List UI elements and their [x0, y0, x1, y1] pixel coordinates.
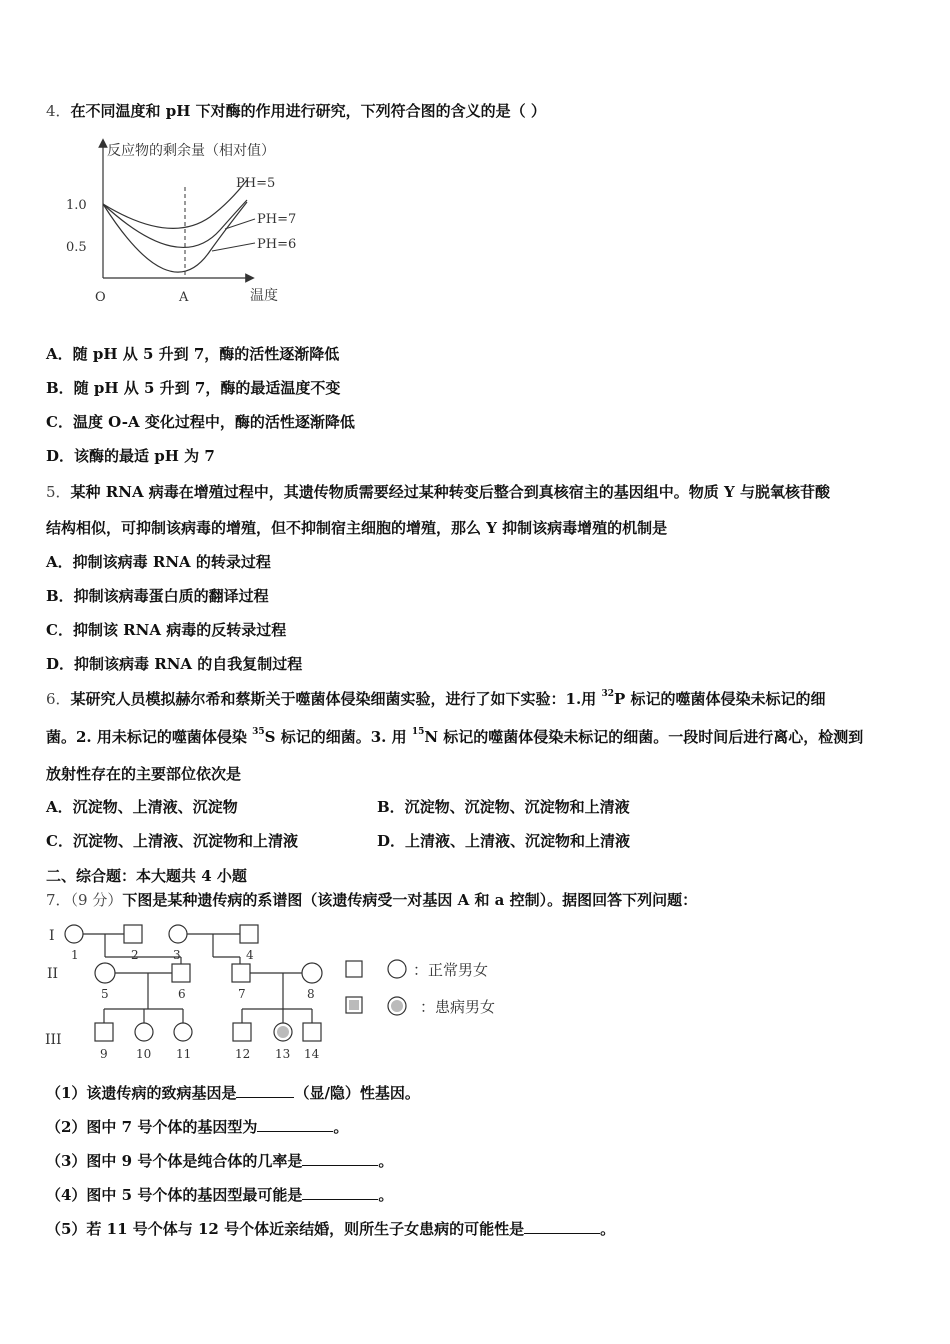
legend-ph5: PH=5: [236, 176, 276, 191]
y-tick-1: 1.0: [66, 198, 87, 213]
q4-stem-text: 在不同温度和 pH 下对酶的作用进行研究，下列符合图的含义的是（ ）: [70, 102, 546, 120]
q6-stem-line2: [46, 727, 863, 747]
ped-9: [95, 1023, 113, 1041]
q6-text-2c: N 标记的噬菌体侵染未标记的细菌。一段时间后进行离心，检测到: [424, 728, 864, 746]
ped-num-8: 8: [307, 987, 315, 1001]
q7-sub-1-post: （显/隐）性基因。: [294, 1084, 420, 1102]
gen-label-1: I: [49, 928, 55, 944]
legend-ph6: PH=6: [257, 237, 297, 252]
q7-sub-2-pre: （2）图中 7 号个体的基因型为: [46, 1118, 258, 1136]
q7-sub-5-pre: （5）若 11 号个体与 12 号个体近亲结婚，则所生子女患病的可能性是: [46, 1220, 525, 1238]
legend-affected-label: ：患病男女: [420, 998, 496, 1016]
q7-sub-5-post: 。: [600, 1220, 616, 1238]
legend-affected-female-inner: [391, 1000, 403, 1012]
ped-num-6: 6: [178, 987, 186, 1001]
q7-stem-text: 下图是某种遗传病的系谱图（该遗传病受一对基因 A 和 a 控制）。据图回答下列问题：: [122, 891, 698, 909]
q5-stem-text1: 某种 RNA 病毒在增殖过程中，其遗传物质需要经过某种转变后整合到真核宿主的基因组中。物质 Y 与脱氧核苷酸: [70, 483, 830, 501]
q4-stem: [46, 101, 546, 121]
ped-num-1: 1: [71, 948, 79, 962]
ped-num-13: 13: [275, 1047, 291, 1061]
ped-num-7: 7: [238, 987, 246, 1001]
q7-sub-1-blank[interactable]: [236, 1083, 294, 1098]
pointer-ph6: [212, 243, 255, 251]
q6-option-a: A．沉淀物、上清液、沉淀物: [46, 798, 238, 816]
q7-sub-2-post: 。: [333, 1118, 349, 1136]
ped-2: [124, 925, 142, 943]
ped-num-10: 10: [136, 1047, 152, 1061]
ped-6: [172, 964, 190, 982]
q7-sub-4-pre: （4）图中 5 号个体的基因型最可能是: [46, 1186, 303, 1204]
q5-option-c: C．抑制该 RNA 病毒的反转录过程: [46, 621, 287, 639]
legend-normal-male: [346, 961, 362, 977]
ped-5: [95, 963, 115, 983]
ped-num-3: 3: [173, 948, 181, 962]
q5-option-b: B．抑制该病毒蛋白质的翻译过程: [46, 587, 269, 605]
ped-4: [240, 925, 258, 943]
q6-sup-15: 15: [411, 727, 425, 737]
q6-sup-32: 32: [601, 689, 614, 699]
q6-text-2b: S 标记的细菌。3. 用: [264, 728, 412, 746]
y-axis-label: 反应物的剩余量（相对值）: [107, 143, 275, 159]
q4-number: 4．: [46, 102, 71, 120]
legend-normal-label: ：正常男女: [413, 961, 489, 979]
curve-ph5: [103, 180, 247, 228]
q6-option-c: C．沉淀物、上清液、沉淀物和上清液: [46, 832, 298, 850]
q5-option-d: D．抑制该病毒 RNA 的自我复制过程: [46, 655, 303, 673]
q7-sub-4: [46, 1185, 393, 1205]
ped-3: [169, 925, 187, 943]
q6-option-b: B．沉淀物、沉淀物、沉淀物和上清液: [377, 798, 630, 816]
q7-sub-3-blank[interactable]: [302, 1151, 378, 1166]
q6-text-1b: P 标记的噬菌体侵染未标记的细: [613, 690, 826, 708]
q7-sub-3: [46, 1151, 393, 1171]
q4-option-d: D．该酶的最适 pH 为 7: [46, 447, 215, 465]
q4-option-b: B．随 pH 从 5 升到 7，酶的最适温度不变: [46, 379, 341, 397]
legend-ph7: PH=7: [257, 212, 297, 227]
ped-11: [174, 1023, 192, 1041]
ped-num-14: 14: [304, 1047, 320, 1061]
q5-option-a: A．抑制该病毒 RNA 的转录过程: [46, 553, 271, 571]
ped-num-11: 11: [176, 1047, 192, 1061]
x-axis-label: 温度: [250, 288, 278, 304]
ped-13-inner: [277, 1026, 289, 1038]
q6-stem-line3: 放射性存在的主要部位依次是: [46, 765, 242, 783]
q7-number: 7．: [46, 891, 71, 909]
ped-10: [135, 1023, 153, 1041]
q5-stem-line1: [46, 482, 830, 502]
q7-sub-5-blank[interactable]: [524, 1219, 600, 1234]
y-tick-05: 0.5: [66, 240, 87, 255]
origin-label: O: [95, 290, 106, 305]
ped-num-4: 4: [246, 948, 254, 962]
q7-sub-1-pre: （1）该遗传病的致病基因是: [46, 1084, 237, 1102]
q7-sub-4-post: 。: [378, 1186, 394, 1204]
q7-sub-2: [46, 1117, 348, 1137]
ped-14: [303, 1023, 321, 1041]
q7-stem: [46, 890, 697, 910]
curve-ph6: [103, 202, 247, 272]
q6-number: 6．: [46, 690, 71, 708]
gen-label-2: II: [47, 966, 59, 982]
ped-num-2: 2: [131, 948, 139, 962]
q7-sub-3-pre: （3）图中 9 号个体是纯合体的几率是: [46, 1152, 303, 1170]
ped-num-5: 5: [101, 987, 109, 1001]
q7-sub-4-blank[interactable]: [302, 1185, 378, 1200]
x-tick-a: A: [179, 290, 189, 305]
ped-num-9: 9: [100, 1047, 108, 1061]
q7-sub-1: [46, 1083, 420, 1103]
ped-num-12: 12: [235, 1047, 251, 1061]
q6-stem-line1: [46, 689, 825, 709]
pedigree-chart: [40, 920, 520, 1065]
q7-sub-5: [46, 1219, 615, 1239]
q6-sup-35: 35: [252, 727, 265, 737]
q4-option-c: C．温度 O-A 变化过程中，酶的活性逐渐降低: [46, 413, 355, 431]
q5-number: 5．: [46, 483, 71, 501]
enzyme-chart: [60, 135, 320, 310]
ped-7: [232, 964, 250, 982]
ped-8: [302, 963, 322, 983]
q4-option-a: A．随 pH 从 5 升到 7，酶的活性逐渐降低: [46, 345, 340, 363]
curve-ph7: [103, 200, 247, 247]
q7-sub-2-blank[interactable]: [257, 1117, 333, 1132]
legend-normal-female: [388, 960, 406, 978]
q5-stem-line2: 结构相似，可抑制该病毒的增殖，但不抑制宿主细胞的增殖，那么 Y 抑制该病毒增殖的机制是: [46, 519, 668, 537]
ped-12: [233, 1023, 251, 1041]
q7-score: （9 分）: [70, 891, 123, 909]
q6-option-d: D．上清液、上清液、沉淀物和上清液: [377, 832, 631, 850]
section-heading: 二、综合题：本大题共 4 小题: [46, 867, 247, 885]
gen-label-3: III: [45, 1032, 62, 1048]
ped-1: [65, 925, 83, 943]
q6-text-2a: 菌。2. 用未标记的噬菌体侵染: [46, 728, 253, 746]
q7-sub-3-post: 。: [378, 1152, 394, 1170]
q6-text-1a: 某研究人员模拟赫尔希和蔡斯关于噬菌体侵染细菌实验，进行了如下实验：1.用: [70, 690, 602, 708]
legend-affected-male-inner: [349, 1000, 359, 1010]
